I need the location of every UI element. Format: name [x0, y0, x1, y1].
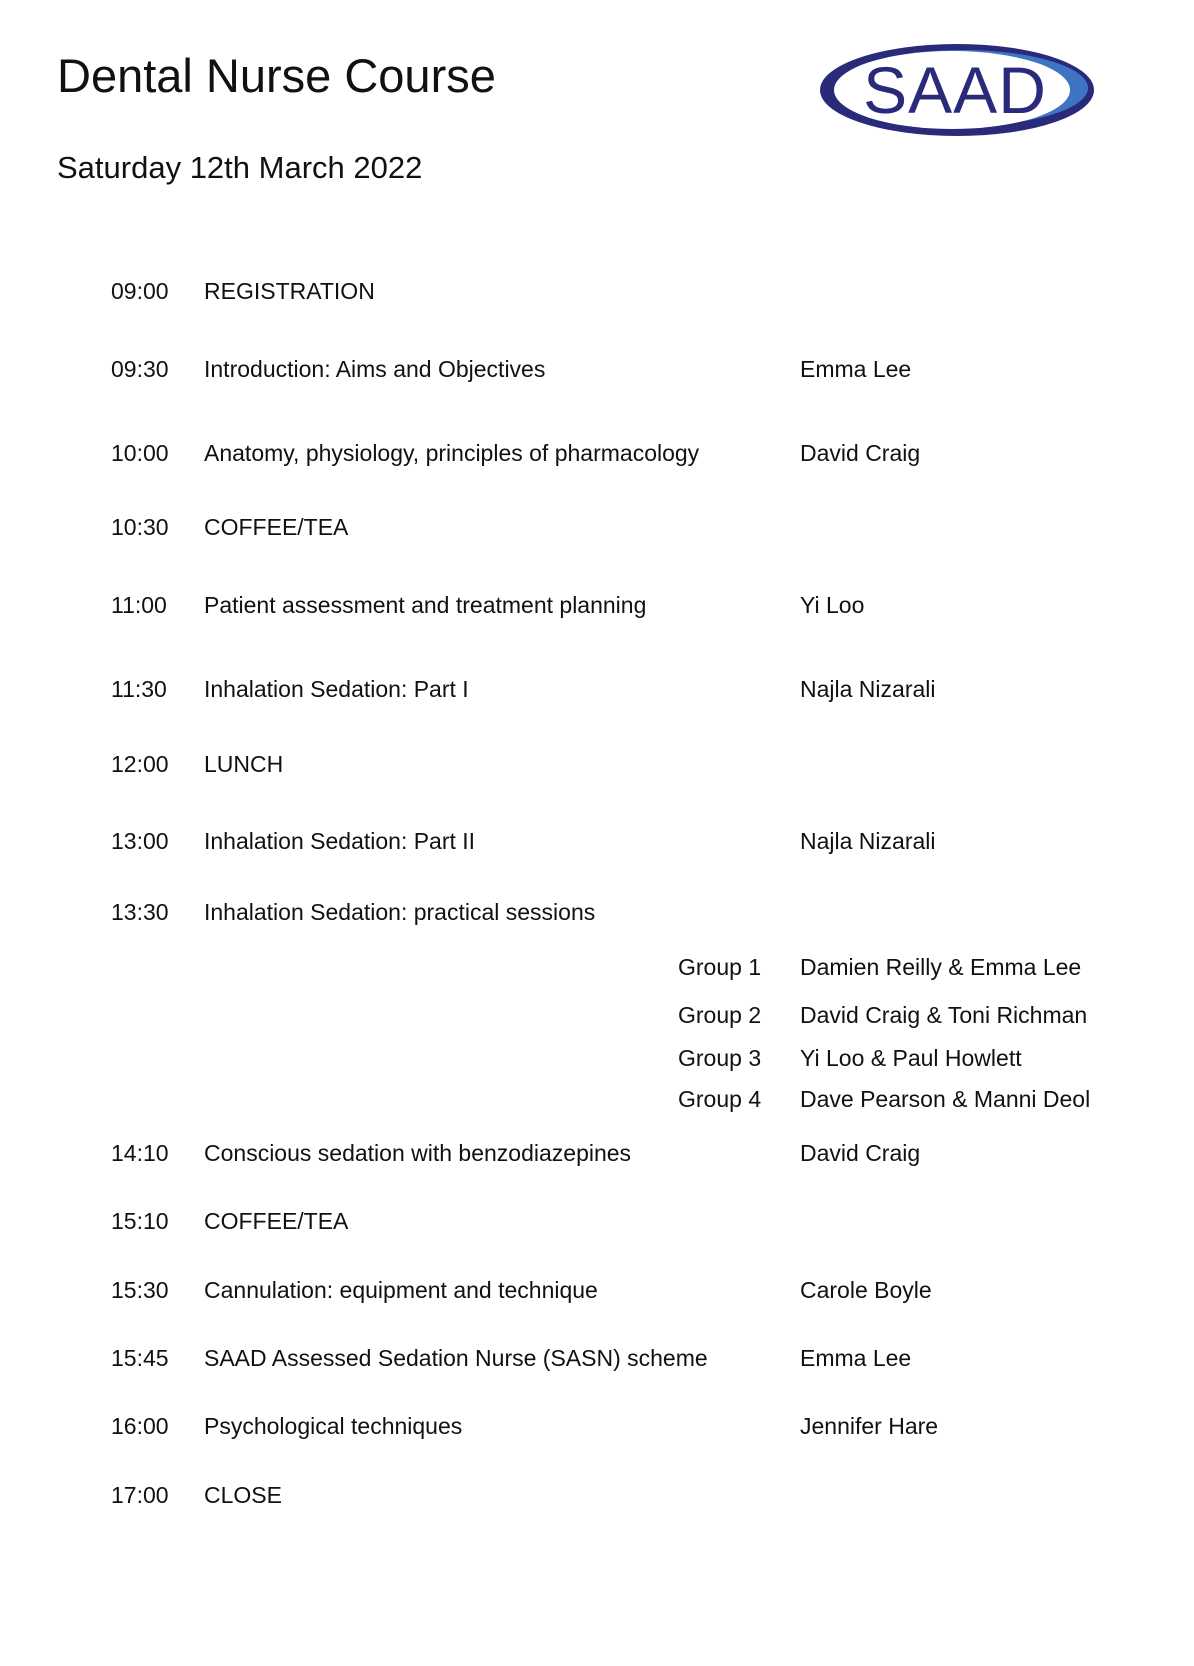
course-date: Saturday 12th March 2022: [57, 150, 423, 185]
group-tutors: Damien Reilly & Emma Lee: [800, 954, 1082, 980]
speaker: Najla Nizarali: [800, 676, 936, 702]
session-title: COFFEE/TEA: [204, 1208, 349, 1234]
time: 15:45: [111, 1345, 169, 1371]
schedule-row: [0, 1273, 1194, 1307]
session-title: CLOSE: [204, 1482, 282, 1508]
session-title: Anatomy, physiology, principles of pharmacology: [204, 440, 700, 466]
time: 16:00: [111, 1413, 169, 1439]
speaker: David Craig: [800, 440, 921, 466]
schedule-row: [0, 1341, 1194, 1375]
saad-logo-graphic: [818, 42, 1096, 138]
schedule-row: [0, 1409, 1194, 1443]
session-title: Psychological techniques: [204, 1413, 463, 1439]
session-title: SAAD Assessed Sedation Nurse (SASN) scheme: [204, 1345, 708, 1371]
speaker: Carole Boyle: [800, 1277, 932, 1303]
schedule-row: [0, 1136, 1194, 1170]
speaker: Yi Loo: [800, 592, 865, 618]
time: 15:10: [111, 1208, 169, 1234]
group-tutors: Yi Loo & Paul Howlett: [800, 1045, 1022, 1071]
schedule-row: [0, 1478, 1194, 1512]
speaker: David Craig: [800, 1140, 921, 1166]
time: 11:30: [111, 676, 167, 702]
time: 14:10: [111, 1140, 169, 1166]
time: 10:00: [111, 440, 169, 466]
session-title: LUNCH: [204, 751, 284, 777]
group-label: Group 3: [678, 1045, 762, 1071]
schedule-row: [0, 672, 1194, 706]
group-label: Group 2: [678, 1002, 762, 1028]
session-title: REGISTRATION: [204, 278, 375, 304]
practical-group-row: [0, 950, 1194, 984]
schedule-row: [0, 436, 1194, 470]
time: 17:00: [111, 1482, 169, 1508]
schedule-row: [0, 274, 1194, 308]
time: 09:30: [111, 356, 169, 382]
speaker: Emma Lee: [800, 356, 912, 382]
schedule-row: [0, 747, 1194, 781]
session-title: Inhalation Sedation: practical sessions: [204, 899, 596, 925]
saad-logo: [818, 42, 1096, 138]
session-title: Introduction: Aims and Objectives: [204, 356, 546, 382]
session-title: Patient assessment and treatment planning: [204, 592, 647, 618]
schedule-row: [0, 824, 1194, 858]
session-title: Inhalation Sedation: Part II: [204, 828, 476, 854]
practical-group-row: [0, 1041, 1194, 1075]
schedule-row: [0, 1204, 1194, 1238]
time: 13:00: [111, 828, 169, 854]
time: 11:00: [111, 592, 167, 618]
time: 10:30: [111, 514, 169, 540]
schedule-row: [0, 352, 1194, 386]
practical-group-row: [0, 1082, 1194, 1116]
speaker: Najla Nizarali: [800, 828, 936, 854]
group-tutors: Dave Pearson & Manni Deol: [800, 1086, 1091, 1112]
session-title: COFFEE/TEA: [204, 514, 349, 540]
speaker: Jennifer Hare: [800, 1413, 939, 1439]
session-title: Cannulation: equipment and technique: [204, 1277, 598, 1303]
time: 15:30: [111, 1277, 169, 1303]
time: 09:00: [111, 278, 169, 304]
group-tutors: David Craig & Toni Richman: [800, 1002, 1088, 1028]
schedule-row: [0, 895, 1194, 929]
time: 12:00: [111, 751, 169, 777]
schedule-row: [0, 588, 1194, 622]
time: 13:30: [111, 899, 169, 925]
logo-text: SAAD: [863, 53, 1047, 127]
practical-group-row: [0, 998, 1194, 1032]
page-title: Dental Nurse Course: [57, 49, 496, 102]
speaker: Emma Lee: [800, 1345, 912, 1371]
session-title: Inhalation Sedation: Part I: [204, 676, 469, 702]
group-label: Group 4: [678, 1086, 762, 1112]
group-label: Group 1: [678, 954, 762, 980]
schedule-row: [0, 510, 1194, 544]
session-title: Conscious sedation with benzodiazepines: [204, 1140, 632, 1166]
